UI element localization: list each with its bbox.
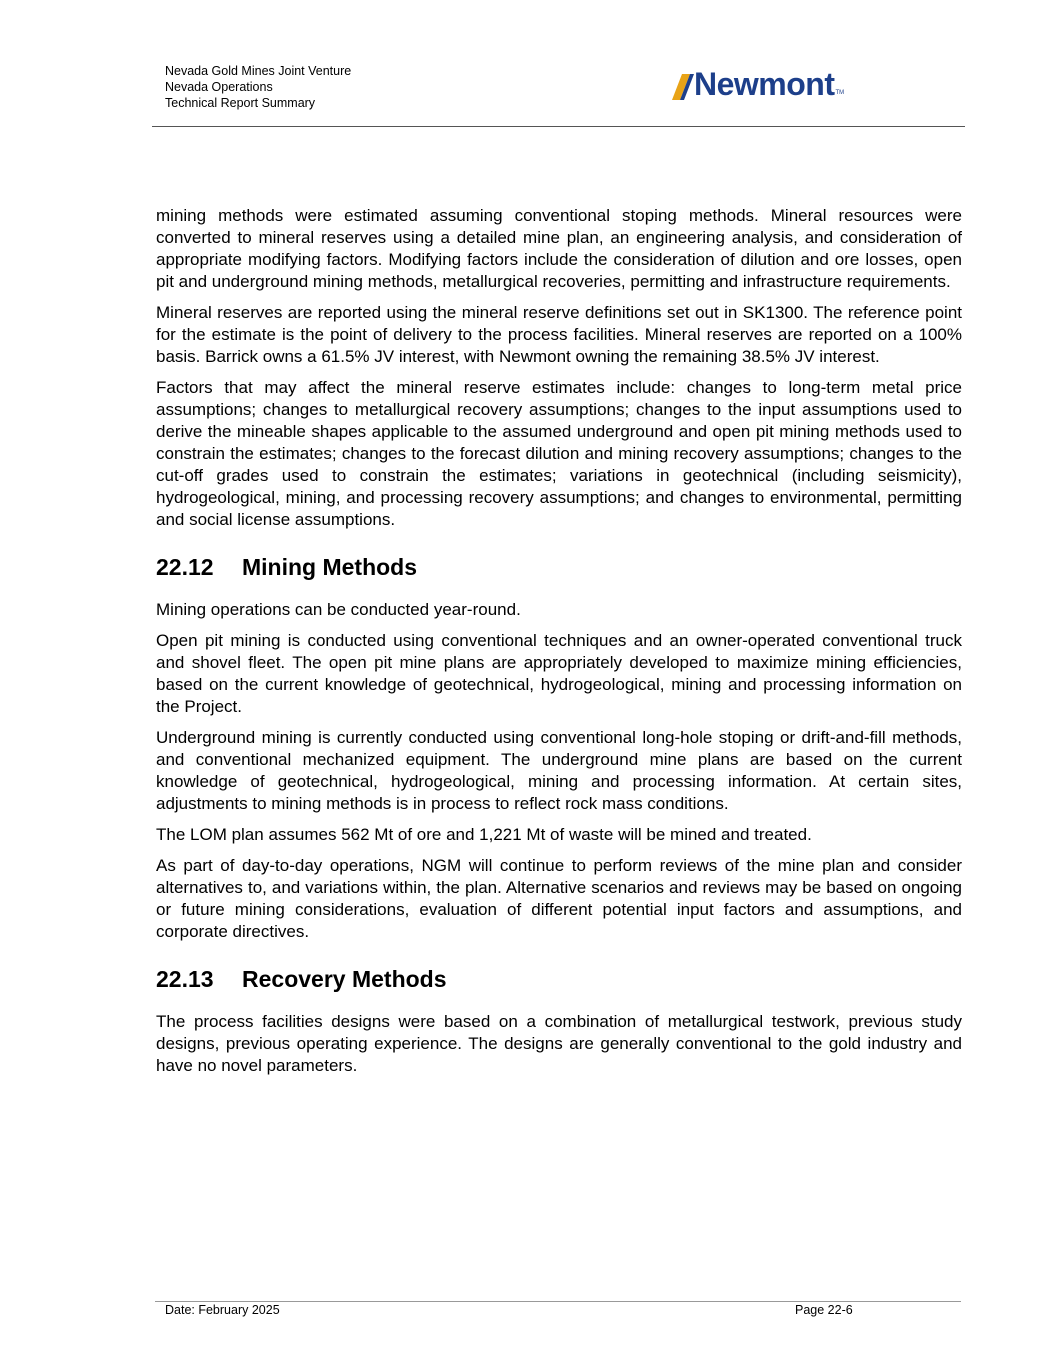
paragraph: Underground mining is currently conducted using conventional long-hole stoping or drift-and-fill methods, and conventional mechanized equipment. The underground mine plans are based on the current knowledge of geotechnical, hydrogeological, mining and processing information. At certain sites, adjustments to mining methods is in process to reflect rock mass conditions. — [156, 728, 962, 813]
page-body — [156, 205, 962, 1086]
paragraph: Open pit mining is conducted using conventional techniques and an owner-operated conventional truck and shovel fleet. The open pit mine plans are appropriately developed to maximize mining efficiencies, based on the current knowledge of geotechnical, hydrogeological, mining and processing information on the Project. — [156, 631, 962, 716]
paragraph: Factors that may affect the mineral reserve estimates include: changes to long-term metal price assumptions; changes to metallurgical recovery assumptions; changes to the input assumptions used to derive the mineable shapes applicable to the assumed underground and open pit mining methods used to constrain the estimates; changes to the forecast dilution and mining recovery assumptions; changes to the cut-off grades used to constrain the estimates; variations in geotechnical (including seismicity), hydrogeological, mining, and processing recovery assumptions; and changes to environmental, permitting and social license assumptions. — [156, 378, 962, 529]
section-title: Recovery Methods — [242, 966, 447, 992]
newmont-chevron-icon — [670, 72, 696, 102]
section-heading-mining-methods — [156, 553, 962, 581]
paragraph: mining methods were estimated assuming conventional stoping methods. Mineral resources were converted to mineral reserves using a detailed mine plan, an engineering analysis, and consideration of appropriate modifying factors. Modifying factors include the consideration of dilution and ore losses, open pit and underground mining methods, metallurgical recoveries, permitting and infrastructure requirements. — [156, 206, 962, 291]
header-operations: Nevada Operations — [165, 80, 273, 94]
logo-wordmark: Newmont — [694, 66, 835, 102]
paragraph: As part of day-to-day operations, NGM will continue to perform reviews of the mine plan and consider alternatives to, and variations within, the plan. Alternative scenarios and reviews may be based on ongoing or future mining considerations, evaluation of different potential input factors and assumptions, and corporate directives. — [156, 856, 962, 941]
footer-divider — [155, 1301, 961, 1302]
logo-trademark: TM — [835, 90, 845, 96]
paragraph: The process facilities designs were based on a combination of metallurgical testwork, previous study designs, previous operating experience. The designs are generally conventional to the gold industry and have no novel parameters. — [156, 1012, 962, 1075]
paragraph: Mineral reserves are reported using the mineral reserve definitions set out in SK1300. The reference point for the estimate is the point of delivery to the process facilities. Mineral reserves are reported on a 100% basis. Barrick owns a 61.5% JV interest, with Newmont owning the remaining 38.5% JV interest. — [156, 303, 962, 366]
paragraph: Mining operations can be conducted year-round. — [156, 600, 521, 619]
section-number: 22.12 — [156, 554, 214, 580]
section-title: Mining Methods — [242, 554, 418, 580]
header-company: Nevada Gold Mines Joint Venture — [165, 64, 352, 78]
section-heading-recovery-methods — [156, 965, 962, 993]
section-number: 22.13 — [156, 966, 214, 992]
header-block — [165, 63, 351, 111]
paragraph: The LOM plan assumes 562 Mt of ore and 1,221 Mt of waste will be mined and treated. — [156, 825, 812, 844]
header-report-type: Technical Report Summary — [165, 96, 316, 110]
newmont-logo — [670, 66, 844, 102]
header-divider — [152, 126, 965, 127]
footer-page-number: Page 22-6 — [795, 1303, 853, 1317]
footer-date: Date: February 2025 — [165, 1303, 280, 1317]
